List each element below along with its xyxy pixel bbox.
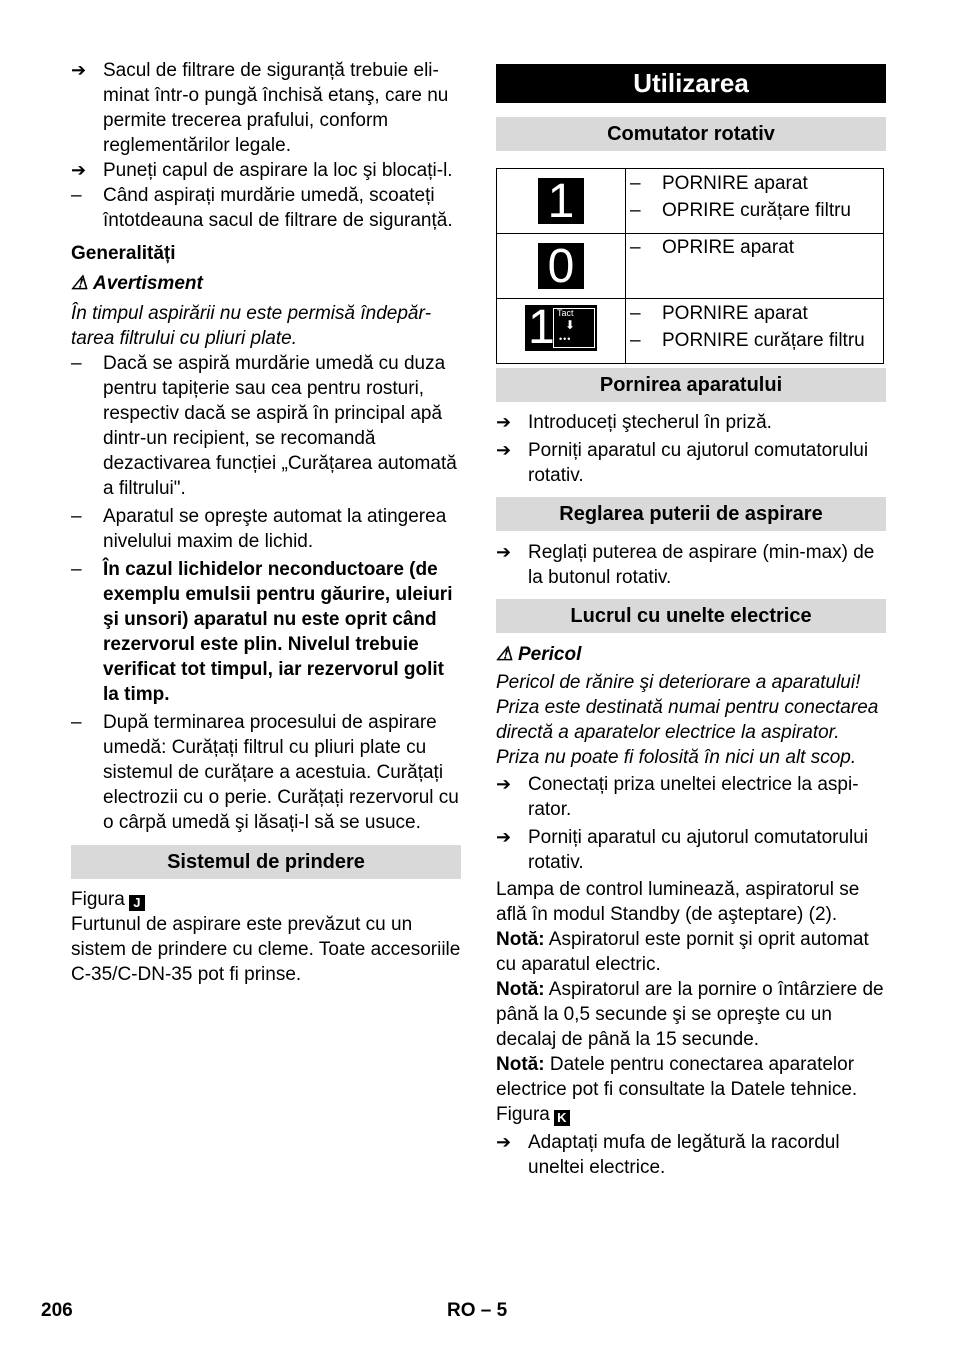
figure-letter-badge: J [129, 895, 145, 911]
list-item: ➔ Conectați priza uneltei electrice la aspirator. [496, 774, 859, 820]
note: Notă: Aspiratorul are la pornire o întârziere de până la 0,5 secunde şi se opreşte cu un decalaj de până la 15 secunde. [496, 979, 884, 1050]
arrow-icon: ➔ [496, 1132, 512, 1152]
arrow-icon: ➔ [496, 412, 512, 432]
section-heading-system: Sistemul de prindere [71, 845, 461, 879]
warning-heading: ⚠ Avertisment [71, 273, 203, 294]
switch-symbol-tact: 1 Tact ⬇ ••• [525, 305, 597, 351]
paragraph: Lampa de control luminează, aspiratorul se află în modul Standby (de aşteptare) (2). [496, 879, 860, 925]
section-heading-tools: Lucrul cu unelte electrice [496, 599, 886, 633]
list-item: – Aparatul se opreşte automat la atingerea nivelului maxim de lichid. [71, 506, 447, 552]
list-item: ➔ Adaptați mufa de legătură la racordul uneltei electrice. [496, 1132, 840, 1178]
figure-reference: Figura K [496, 1102, 886, 1127]
switch-symbol-on: 1 [538, 178, 584, 224]
list-item: ➔ Sacul de filtrare de siguranță trebuie eliminat într-o pungă închisă etanş, care nu permite trecerea prafului, conform reglementărilor legale. [71, 60, 449, 156]
arrow-icon: ➔ [71, 160, 87, 180]
dash-marker: – [71, 185, 82, 206]
list-item: ➔ Puneți capul de aspirare la loc şi blocați-l. [71, 160, 453, 181]
section-heading: Generalități [71, 243, 176, 264]
switch-table [496, 168, 884, 364]
section-heading-switch: Comutator rotativ [496, 117, 886, 151]
danger-heading: ⚠ Pericol [496, 644, 582, 665]
arrow-icon: ➔ [496, 440, 512, 460]
page-number: 206 [41, 1300, 73, 1321]
table-row: 1 Tact ⬇ ••• – PORNIRE aparat – PORNIRE curățare filtru [497, 299, 884, 364]
section-heading-power: Reglarea puterii de aspirare [496, 497, 886, 531]
language-page-label: RO – 5 [447, 1300, 508, 1321]
table-row: 0 – OPRIRE aparat [497, 234, 884, 299]
list-item: ➔ Porniți aparatul cu ajutorul comutatorului rotativ. [496, 440, 869, 486]
page-title: Utilizarea [496, 64, 886, 103]
arrow-icon: ➔ [496, 827, 512, 847]
list-item: ➔ Introduceți ştecherul în priză. [496, 412, 772, 433]
list-item: – În cazul lichidelor neconductoare (de exemplu emulsii pentru găurire, uleiuri şi unsori) aparatul nu este oprit când rezervorul este plin. Nivelul trebuie verificat tot timpul, iar rezervorul golit la timp. [71, 559, 453, 705]
danger-text: Pericol de rănire şi deteriorare a aparatului! Priza este destinată numai pentru conectarea directă a aparatelor electrice la aspirator. Priza nu poate fi folosită în nici un alt scop. [496, 672, 879, 768]
list-item: ➔ Porniți aparatul cu ajutorul comutatorului rotativ. [496, 827, 869, 873]
note: Notă: Datele pentru conectarea aparatelor electrice pot fi consultate la Datele tehnice. [496, 1054, 858, 1100]
list-item: – Dacă se aspiră murdărie umedă cu duza pentru tapițerie sau cea pentru rosturi, respectiv dacă se aspiră în principal apă dintr-un recipient, se recomandă dezactivarea funcției „Curățarea automată a filtrului". [71, 353, 457, 499]
warning-triangle-icon: ⚠ [496, 644, 514, 665]
paragraph: Furtunul de aspirare este prevăzut cu un sistem de prindere cu cleme. Toate accesoriile C-35/C-DN-35 pot fi prinse. [71, 914, 461, 985]
warning-triangle-icon: ⚠ [71, 273, 89, 294]
dots-icon: ••• [559, 333, 572, 344]
table-row: 1 – PORNIRE aparat – OPRIRE curățare filtru [497, 169, 884, 234]
note: Notă: Aspiratorul este pornit şi oprit automat cu aparatul electric. [496, 929, 869, 975]
arrow-icon: ➔ [496, 774, 512, 794]
filter-clean-icon: ⬇ [565, 317, 576, 332]
arrow-icon: ➔ [496, 542, 512, 562]
list-item: – După terminarea procesului de aspirare umedă: Curățați filtrul cu pliuri plate cu sistemul de curățare a acestuia. Curățați electrozii cu o perie. Curățați rezervorul cu o cârpă umedă şi lăsați-l să se usuce. [71, 712, 459, 833]
arrow-icon: ➔ [71, 60, 87, 80]
warning-text: În timpul aspirării nu este permisă îndepărtarea filtrului cu pliuri plate. [71, 303, 432, 349]
figure-letter-badge: K [554, 1110, 570, 1126]
left-column [71, 58, 461, 987]
list-item: ➔ Reglați puterea de aspirare (min-max) de la butonul rotativ. [496, 542, 875, 588]
switch-symbol-off: 0 [538, 243, 584, 289]
right-column [496, 64, 886, 1180]
section-heading-start: Pornirea aparatului [496, 368, 886, 402]
figure-reference: Figura J [71, 887, 461, 912]
list-item: – Când aspirați murdărie umedă, scoateți întotdeauna sacul de filtrare de siguranță. [71, 185, 453, 231]
